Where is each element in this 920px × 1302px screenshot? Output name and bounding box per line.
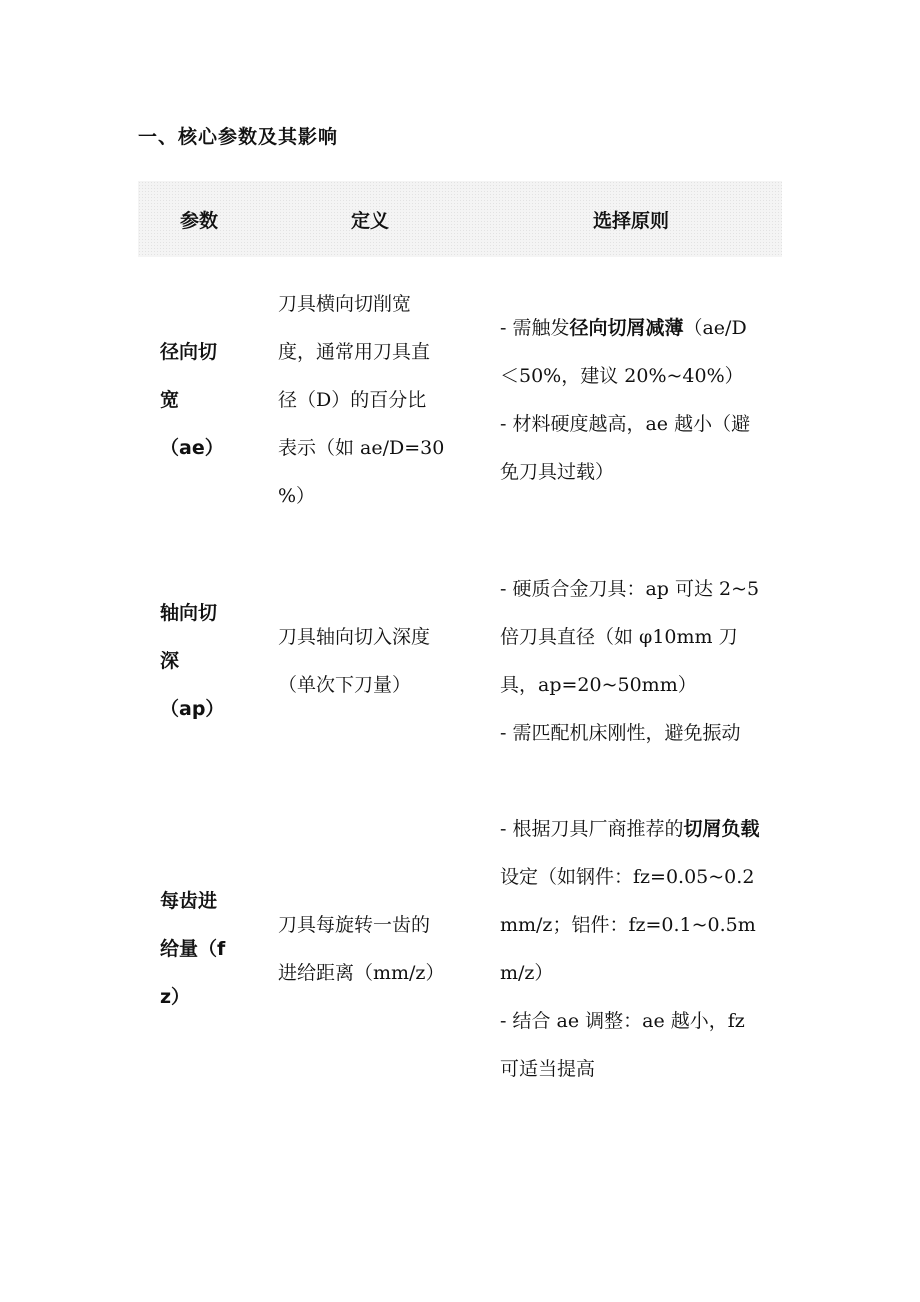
principle-text: - 需触发 <box>500 317 570 339</box>
principle-emphasis: 切屑负载 <box>683 818 760 840</box>
header-definition: 定义 <box>350 209 389 232</box>
param-name-line: 宽 <box>160 389 180 411</box>
header-param: 参数 <box>179 209 218 232</box>
principle-emphasis: 径向切屑减薄 <box>569 317 684 339</box>
principle-item: - 硬质合金刀具：ap 可达 2~5 倍刀具直径（如 φ10mm 刀具，ap=20~50mm） <box>500 578 760 696</box>
header-principle: 选择原则 <box>592 209 669 232</box>
table-header-row <box>138 181 782 257</box>
param-name <box>138 543 260 779</box>
principle-text: - 根据刀具厂商推荐的 <box>500 818 684 840</box>
param-definition <box>260 543 480 779</box>
definition-line: 刀具轴向切入深度 <box>278 626 431 648</box>
param-name-line: 轴向切 <box>160 602 218 624</box>
param-principle <box>480 257 782 543</box>
param-definition <box>260 257 480 543</box>
definition-line: 表示（如 ae/D=30 <box>278 437 445 459</box>
param-name-line: （ap） <box>160 698 225 720</box>
principle-item: - 需匹配机床刚性，避免振动 <box>500 722 741 744</box>
section-heading: 一、核心参数及其影响 <box>138 126 339 148</box>
param-principle <box>480 543 782 779</box>
definition-line: 度，通常用刀具直 <box>278 341 431 363</box>
parameter-table <box>138 181 782 1119</box>
param-name <box>138 779 260 1119</box>
param-definition <box>260 779 480 1119</box>
param-name-line: （ae） <box>160 437 224 459</box>
definition-line: 刀具横向切削宽 <box>278 293 412 315</box>
definition-line: 进给距离（mm/z） <box>278 962 445 984</box>
table-row <box>138 779 782 1119</box>
definition-line: （单次下刀量） <box>278 674 412 696</box>
param-name-line: 给量（f <box>160 938 226 960</box>
param-name-line: 每齿进 <box>160 890 218 912</box>
table-row <box>138 257 782 543</box>
principle-text: 设定（如钢件：fz=0.05~0.2mm/z；铝件：fz=0.1~0.5mm/z） <box>500 866 756 984</box>
principle-item: - 材料硬度越高，ae 越小（避免刀具过载） <box>500 413 751 483</box>
principle-item <box>500 805 762 997</box>
param-name-line: 径向切 <box>160 341 218 363</box>
table-row <box>138 543 782 779</box>
param-principle <box>480 779 782 1119</box>
principle-item: - 结合 ae 调整：ae 越小，fz 可适当提高 <box>500 1010 745 1080</box>
param-name <box>138 257 260 543</box>
definition-line: %） <box>278 485 316 507</box>
principle-text: （ae/D＜50%，建议 20%~40%） <box>500 317 747 387</box>
definition-line: 径（D）的百分比 <box>278 389 427 411</box>
param-name-line: 深 <box>160 650 180 672</box>
param-name-line: z） <box>160 986 191 1008</box>
principle-item <box>500 304 762 400</box>
definition-line: 刀具每旋转一齿的 <box>278 914 431 936</box>
